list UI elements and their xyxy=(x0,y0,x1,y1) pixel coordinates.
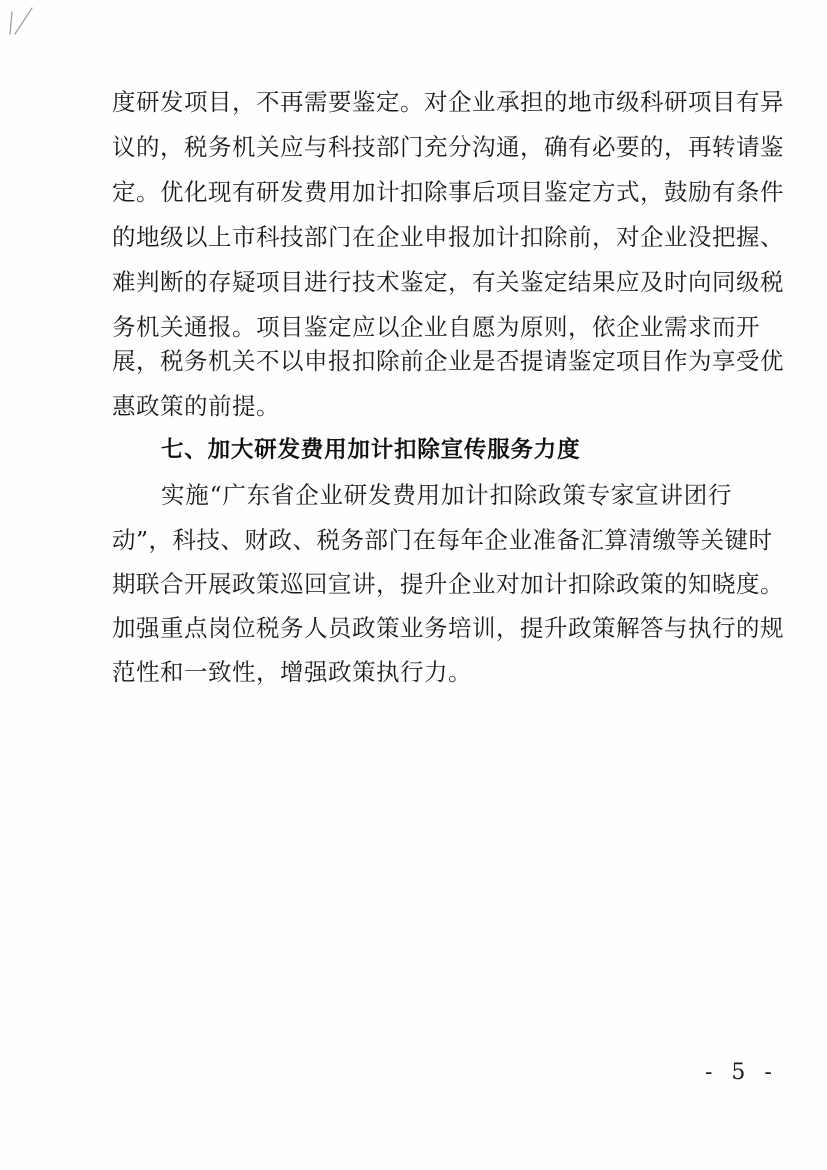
paragraph-1-line-6: 务机关通报。项目鉴定应以企业自愿为原则，依企业需求而开 xyxy=(112,313,760,341)
paragraph-1-line-7: 展，税务机关不以申报扣除前企业是否提请鉴定项目作为享受优 xyxy=(112,347,784,375)
paragraph-1-line-4: 的地级以上市科技部门在企业申报加计扣除前，对企业没把握、 xyxy=(112,223,784,251)
corner-pencil-mark xyxy=(6,4,38,38)
paragraph-1-line-5: 难判断的存疑项目进行技术鉴定，有关鉴定结果应及时向同级税 xyxy=(112,268,784,296)
paragraph-2-line-5: 范性和一致性，增强政策执行力。 xyxy=(112,658,472,686)
section-heading: 七、加大研发费用加计扣除宣传服务力度 xyxy=(161,437,581,463)
paragraph-2-line-2: 动”，科技、财政、税务部门在每年企业准备汇算清缴等关键时 xyxy=(112,526,773,554)
paragraph-2-line-1: 实施“广东省企业研发费用加计扣除政策专家宣讲团行 xyxy=(161,481,732,509)
paragraph-1-line-1: 度研发项目，不再需要鉴定。对企业承担的地市级科研项目有异 xyxy=(112,88,784,116)
paragraph-1-line-2: 议的，税务机关应与科技部门充分沟通，确有必要的，再转请鉴 xyxy=(112,133,784,161)
paragraph-1-line-8: 惠政策的前提。 xyxy=(112,392,280,420)
paragraph-2-line-4: 加强重点岗位税务人员政策业务培训，提升政策解答与执行的规 xyxy=(112,614,784,642)
paragraph-2-line-3: 期联合开展政策巡回宣讲，提升企业对加计扣除政策的知晓度。 xyxy=(112,570,784,598)
page-number: - 5 - xyxy=(705,1060,778,1085)
paragraph-1-line-3: 定。优化现有研发费用加计扣除事后项目鉴定方式，鼓励有条件 xyxy=(112,178,784,206)
